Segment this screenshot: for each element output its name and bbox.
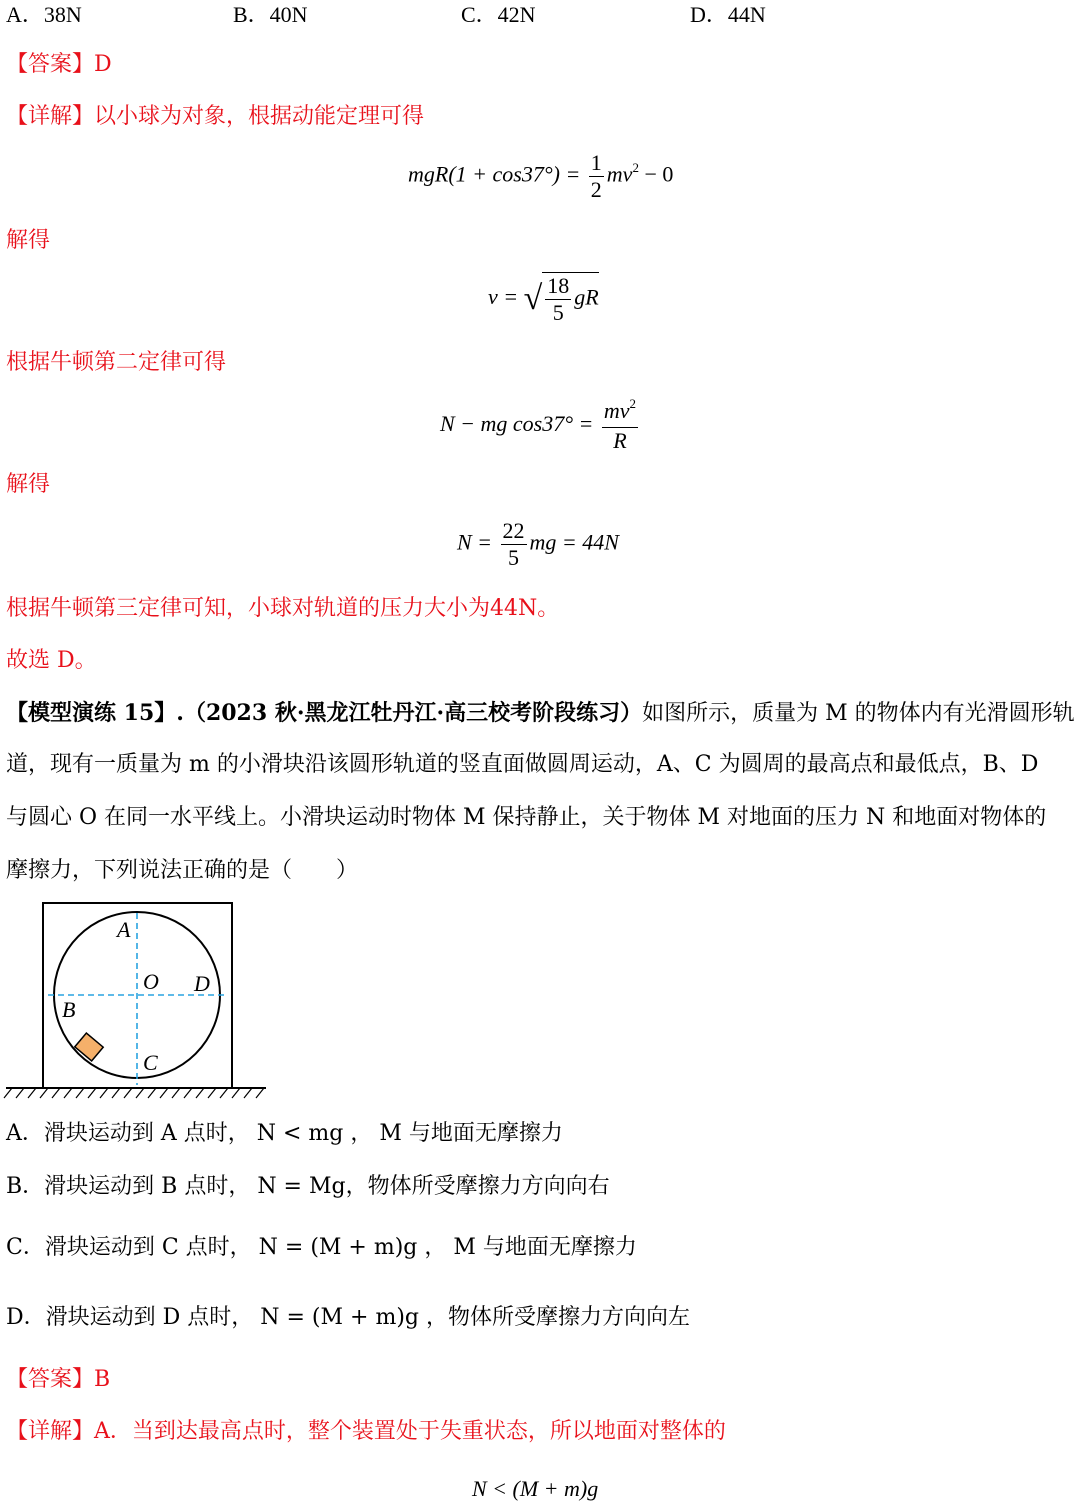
eq2-left: v = <box>488 284 524 310</box>
detail-1-intro: 【详解】以小球为对象，根据动能定理可得 <box>6 104 425 129</box>
slider-block <box>75 1033 103 1061</box>
eq3-num-exp: 2 <box>629 396 637 411</box>
question-15-line-4: 摩擦力，下列说法正确的是（ ） <box>6 858 359 883</box>
eq3-left: N − mg cos37° = <box>440 411 599 437</box>
eq3-fraction <box>602 398 638 454</box>
equation-weightless: N < (M + m)g <box>472 1476 599 1501</box>
prev-option-a: A．38N <box>6 2 82 27</box>
sqrt-body <box>542 272 598 326</box>
eq4-fraction <box>501 518 527 571</box>
prev-option-d: D．44N <box>690 2 766 27</box>
eq4-num: 22 <box>502 518 525 543</box>
eq4-left: N = <box>457 529 498 555</box>
equation-normal-force <box>457 518 619 571</box>
newton-second-law: 根据牛顿第二定律可得 <box>6 350 227 375</box>
eq1-tail: − 0 <box>638 161 674 187</box>
eq1-left: mgR(1 + cos37°) = <box>408 161 586 187</box>
eq1-den: 2 <box>590 177 602 202</box>
equation-energy <box>408 150 673 203</box>
ground-hatching <box>4 1088 264 1098</box>
option-b: B．滑块运动到 B 点时， N = Mg，物体所受摩擦力方向向右 <box>6 1174 610 1199</box>
eq3-den: R <box>613 428 627 453</box>
question-15-line-3: 与圆心 O 在同一水平线上。小滑块运动时物体 M 保持静止，关于物体 M 对地面的压力 N 和地面对物体的 <box>6 805 1047 830</box>
label-b: B <box>62 997 76 1022</box>
prev-option-c: C．42N <box>461 2 536 27</box>
prev-option-b: B．40N <box>233 2 308 27</box>
question-source: .（2023 秋·黑龙江牡丹江·高三校考阶段练习） <box>176 700 643 726</box>
eq2-den: 5 <box>552 300 564 325</box>
question-15-line-2: 道，现有一质量为 m 的小滑块沿该圆形轨道的竖直面做圆周运动，A、C 为圆周的最高点和最低点，B、D <box>6 752 1039 777</box>
eq4-den: 5 <box>508 545 520 570</box>
eq2-fraction <box>545 273 571 326</box>
solve-2: 解得 <box>6 472 51 497</box>
eq2-num: 18 <box>547 273 570 298</box>
equation-newton2 <box>440 398 641 454</box>
eq1-exp: 2 <box>632 159 639 175</box>
question-text-1: 如图所示，质量为 M 的物体内有光滑圆形轨 <box>642 701 1075 726</box>
eq1-fraction <box>589 150 604 203</box>
prev-options-row <box>0 0 1080 30</box>
answer-2: 【答案】B <box>6 1367 111 1392</box>
question-15-line-1 <box>6 698 1075 729</box>
eq3-num-mv: mv <box>603 398 630 423</box>
answer-1: 【答案】D <box>6 52 112 77</box>
choose-1: 故选 D。 <box>6 648 97 673</box>
solve-1: 解得 <box>6 228 51 253</box>
question-tag: 【模型演练 15】 <box>6 700 177 726</box>
label-d: D <box>194 971 210 996</box>
label-c: C <box>143 1050 158 1075</box>
detail-2: 【详解】A．当到达最高点时，整个装置处于失重状态，所以地面对整体的 <box>6 1419 726 1444</box>
eq1-num: 1 <box>590 150 602 175</box>
eq1-mv: mv <box>606 161 633 187</box>
option-c: C．滑块运动到 C 点时， N = (M + m)g ， M 与地面无摩擦力 <box>6 1235 637 1260</box>
option-d: D．滑块运动到 D 点时， N = (M + m)g ，物体所受摩擦力方向向左 <box>6 1305 690 1330</box>
equation-velocity <box>488 272 599 326</box>
track-figure <box>0 895 280 1105</box>
label-a: A <box>117 917 131 942</box>
label-o: O <box>143 969 159 994</box>
eq4-tail: mg = 44N <box>529 529 619 555</box>
eq2-tail: gR <box>574 284 599 310</box>
newton-third-law: 根据牛顿第三定律可知，小球对轨道的压力大小为44N。 <box>6 596 560 621</box>
option-a: A．滑块运动到 A 点时， N < mg ， M 与地面无摩擦力 <box>6 1121 563 1146</box>
sqrt-sign: √ <box>523 280 543 317</box>
